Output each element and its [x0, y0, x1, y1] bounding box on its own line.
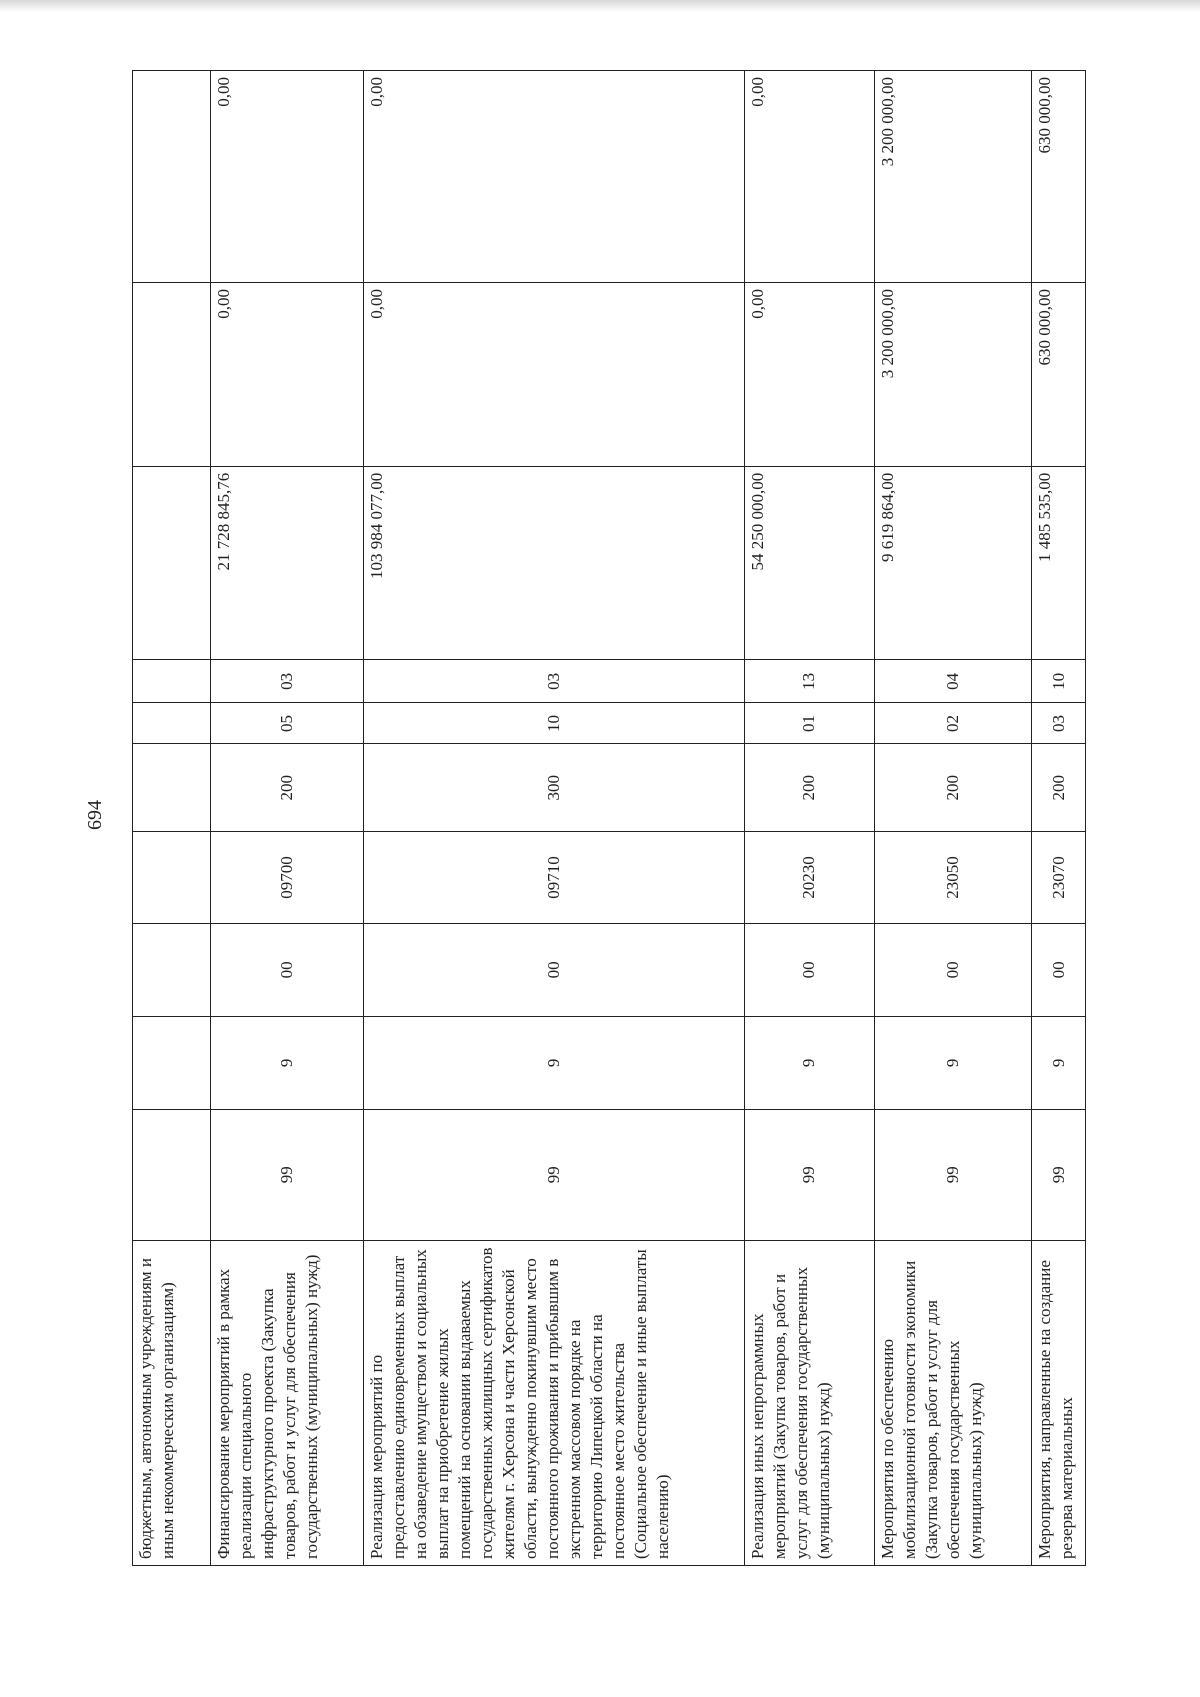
section-code: 01 [745, 703, 874, 744]
subsection-code: 10 [1032, 660, 1086, 703]
amount-2025: 0,00 [745, 282, 874, 466]
program-code: 99 [363, 1109, 745, 1240]
subsection-code: 03 [210, 660, 363, 703]
direction-code: 09700 [210, 832, 363, 924]
amount-2024: 54 250 000,00 [745, 466, 874, 659]
direction-code [133, 832, 211, 924]
row-name: Реализация мероприятий по предоставлению единовременных выплат на обзаведение имуществом и социальных выплат на приобретение жилых помещений на основании выдаваемых государственных жилищных сертификатов жителям г. Херсона и части Херсонской области, вынужденно покинувшим место постоянного проживания и прибывшим в экстренном массовом порядке на территорию Липецкой области на постоянное место жительства (Социальное обеспечение и иные выплаты населению) [363, 1240, 745, 1565]
program-code [133, 1109, 211, 1240]
amount-2026 [133, 71, 211, 283]
subsection-code [133, 660, 211, 703]
amount-2025: 630 000,00 [1032, 282, 1086, 466]
subprogram-code: 9 [1032, 1016, 1086, 1109]
subprogram-code [133, 1016, 211, 1109]
amount-2026: 0,00 [210, 71, 363, 283]
main-event-code: 00 [874, 923, 1031, 1016]
subsection-code: 04 [874, 660, 1031, 703]
main-event-code: 00 [210, 923, 363, 1016]
expense-type-code: 200 [1032, 744, 1086, 832]
row-name: Реализация иных непрограммных мероприятий (Закупка товаров, работ и услуг для обеспечения государственных (муниципальных) нужд) [745, 1240, 874, 1565]
main-event-code: 00 [363, 923, 745, 1016]
amount-2024: 21 728 845,76 [210, 466, 363, 659]
amount-2026: 3 200 000,00 [874, 71, 1031, 283]
section-code [133, 703, 211, 744]
program-code: 99 [210, 1109, 363, 1240]
main-event-code [133, 923, 211, 1016]
amount-2024: 1 485 535,00 [1032, 466, 1086, 659]
section-code: 05 [210, 703, 363, 744]
main-event-code: 00 [1032, 923, 1086, 1016]
expense-type-code: 300 [363, 744, 745, 832]
row-name: Мероприятия, направленные на создание резерва материальных [1032, 1240, 1086, 1565]
table-row [363, 71, 745, 1566]
row-name: Мероприятия по обеспечению мобилизационной готовности экономики (Закупка товаров, работ и услуг для обеспечения государственных (муниципальных) нужд) [874, 1240, 1031, 1565]
main-event-code: 00 [745, 923, 874, 1016]
section-code: 02 [874, 703, 1031, 744]
table-row [133, 71, 211, 1566]
section-code: 03 [1032, 703, 1086, 744]
section-code: 10 [363, 703, 745, 744]
rotated-table-wrapper [132, 70, 1086, 1566]
direction-code: 23050 [874, 832, 1031, 924]
table-row [210, 71, 363, 1566]
table-row [874, 71, 1031, 1566]
amount-2026: 0,00 [363, 71, 745, 283]
direction-code: 20230 [745, 832, 874, 924]
amount-2025 [133, 282, 211, 466]
amount-2024 [133, 466, 211, 659]
amount-2024: 9 619 864,00 [874, 466, 1031, 659]
program-code: 99 [745, 1109, 874, 1240]
row-name: Финансирование мероприятий в рамках реализации специального инфраструктурного проекта (Закупка товаров, работ и услуг для обеспечения государственных (муниципальных) нужд) [210, 1240, 363, 1565]
amount-2025: 3 200 000,00 [874, 282, 1031, 466]
direction-code: 23070 [1032, 832, 1086, 924]
row-name: бюджетным, автономным учреждениям и иным некоммерческим организациям) [133, 1240, 211, 1565]
table-row [1032, 71, 1086, 1566]
subprogram-code: 9 [874, 1016, 1031, 1109]
expense-type-code: 200 [874, 744, 1031, 832]
budget-table [132, 70, 1086, 1566]
direction-code: 09710 [363, 832, 745, 924]
expense-type-code: 200 [210, 744, 363, 832]
amount-2024: 103 984 077,00 [363, 466, 745, 659]
amount-2026: 0,00 [745, 71, 874, 283]
expense-type-code [133, 744, 211, 832]
amount-2026: 630 000,00 [1032, 71, 1086, 283]
subsection-code: 03 [363, 660, 745, 703]
expense-type-code: 200 [745, 744, 874, 832]
amount-2025: 0,00 [210, 282, 363, 466]
scan-edge [0, 0, 1200, 12]
table-row [745, 71, 874, 1566]
program-code: 99 [874, 1109, 1031, 1240]
subprogram-code: 9 [363, 1016, 745, 1109]
subsection-code: 13 [745, 660, 874, 703]
subprogram-code: 9 [210, 1016, 363, 1109]
amount-2025: 0,00 [363, 282, 745, 466]
program-code: 99 [1032, 1109, 1086, 1240]
subprogram-code: 9 [745, 1016, 874, 1109]
page-number: 694 [84, 800, 106, 830]
